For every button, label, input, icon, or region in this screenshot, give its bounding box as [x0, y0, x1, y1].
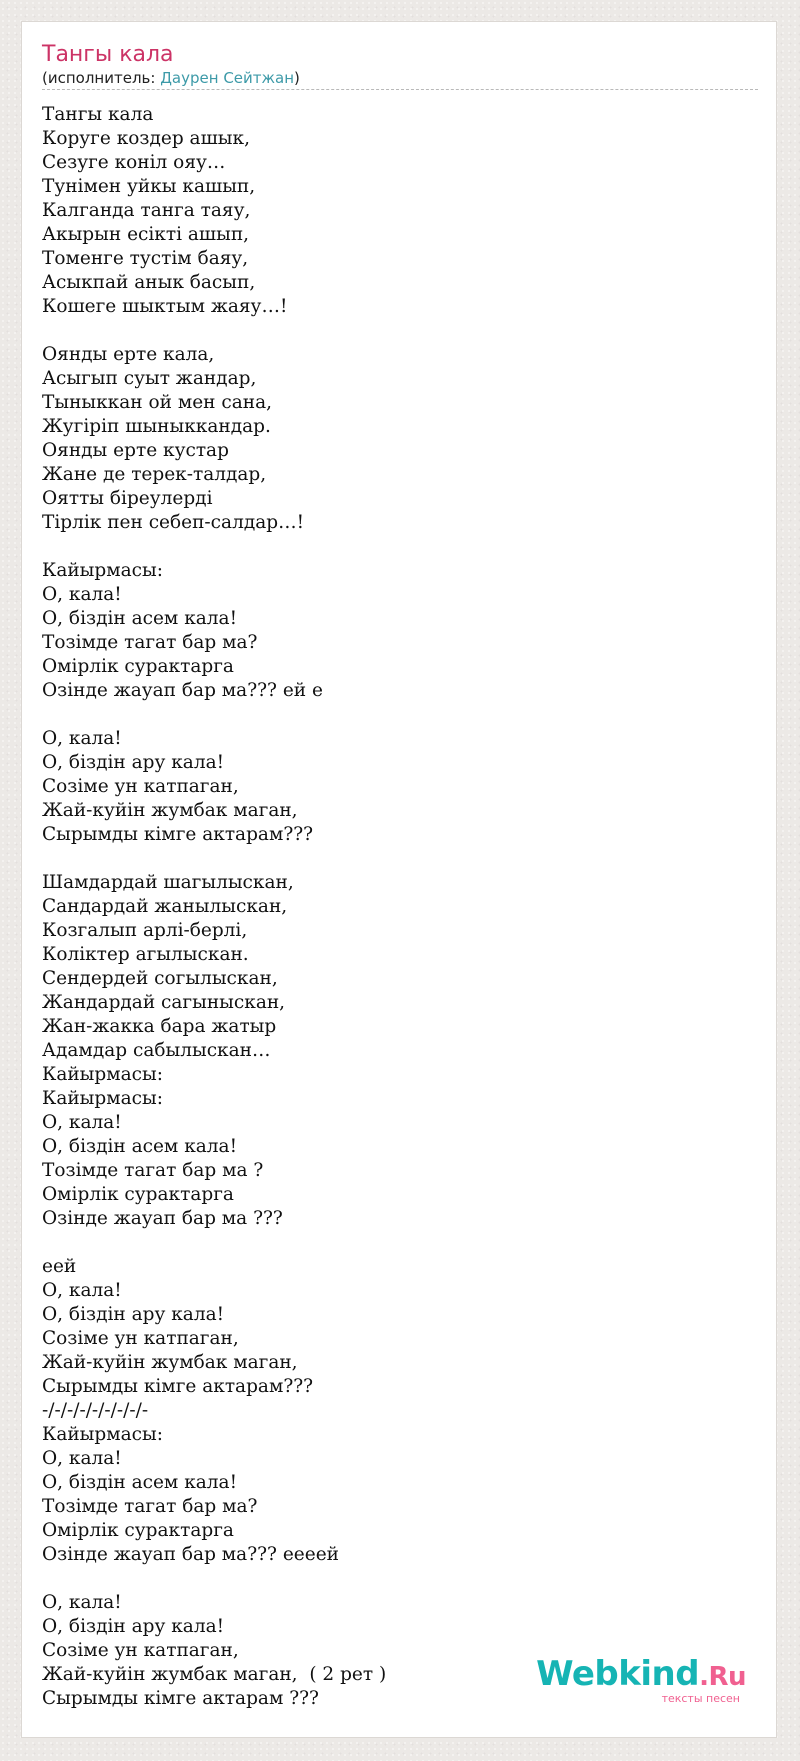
song-header [42, 42, 758, 90]
lyric-line: Жай-куйiн жумбак маган, [42, 800, 298, 821]
lyric-line: Созiме ун катпаган, [42, 1328, 239, 1349]
lyric-line: Асыгып суыт жандар, [42, 368, 257, 389]
lyric-line: Сендердей согылыскан, [42, 968, 278, 989]
lyric-line: Созiме ун катпаган, [42, 776, 239, 797]
webkind-logo [536, 1656, 746, 1705]
stanza-break [42, 1231, 758, 1255]
lyric-line: Коруге коздер ашык, [42, 128, 250, 149]
song-title: Тангы кала [42, 42, 174, 67]
logo-tagline: тексты песен [661, 1692, 740, 1705]
lyric-line: Тозiмде тагат бар ма ? [42, 1160, 264, 1181]
lyric-line: Жай-куйiн жумбак маган, [42, 1352, 298, 1373]
artist-prefix: (исполнитель: [42, 69, 161, 87]
lyric-line: О, бiздiн асем кала! [42, 1136, 238, 1157]
lyric-line: Жандардай сагыныскан, [42, 992, 286, 1013]
lyric-line: Асыкпай анык басып, [42, 272, 256, 293]
lyric-line: О, бiздiн асем кала! [42, 608, 238, 629]
lyric-line: Кошеге шыктым жаяу…! [42, 296, 288, 317]
lyric-line: О, бiздiн ару кала! [42, 1616, 225, 1637]
logo-brand: Webkind [536, 1654, 700, 1694]
lyric-line: Адамдар сабылыскан… [42, 1040, 271, 1061]
lyric-line: Калганда танга таяу, [42, 200, 251, 221]
lyric-line: О, кала! [42, 1448, 122, 1469]
lyric-line: Тангы кала [42, 104, 154, 125]
lyric-line: Озiнде жауап бар ма??? ей е [42, 680, 323, 701]
lyric-line: Омiрлiк сурактарга [42, 656, 234, 677]
lyrics-card [21, 21, 777, 1738]
lyric-line: Сырымды кiмге актарам??? [42, 1376, 314, 1397]
lyric-line: Тiрлiк пен себеп-салдар…! [42, 512, 305, 533]
lyric-line: Оянды ерте кала, [42, 344, 215, 365]
artist-suffix: ) [294, 69, 300, 87]
lyric-line: Сырымды кiмге актарам ??? [42, 1688, 319, 1709]
lyric-line: -/-/-/-/-/-/-/-/- [42, 1400, 149, 1421]
lyric-line: Оятты бiреулердi [42, 488, 213, 509]
lyric-line: Томенге тустiм баяу, [42, 248, 249, 269]
lyric-line: Жане де терек-талдар, [42, 464, 267, 485]
stanza-break [42, 703, 758, 727]
lyric-line: Кайырмасы: [42, 1064, 163, 1085]
lyric-line: Козгалып арлi-берлi, [42, 920, 248, 941]
lyric-line: Тозiмде тагат бар ма? [42, 632, 258, 653]
lyric-line: О, кала! [42, 584, 122, 605]
lyric-line: Жан-жакка бара жатыр [42, 1016, 277, 1037]
lyric-line: Акырын есiктi ашып, [42, 224, 250, 245]
artist-line [42, 68, 758, 88]
lyric-line: еей [42, 1256, 77, 1277]
lyric-line: Жай-куйiн жумбак маган, ( 2 рет ) [42, 1664, 387, 1685]
stanza-break [42, 535, 758, 559]
lyric-line: Сезуге конiл ояу… [42, 152, 226, 173]
lyric-line: Кайырмасы: [42, 1088, 163, 1109]
lyric-line: Жугiрiп шыныккандар. [42, 416, 271, 437]
lyric-line: О, кала! [42, 1112, 122, 1133]
lyric-line: Озiнде жауап бар ма??? еееей [42, 1544, 339, 1565]
lyric-line: Тунiмен уйкы кашып, [42, 176, 256, 197]
lyric-line: О, кала! [42, 1592, 122, 1613]
lyric-line: Тозiмде тагат бар ма? [42, 1496, 258, 1517]
lyric-line: Сандардай жанылыскан, [42, 896, 288, 917]
lyric-line: О, бiздiн асем кала! [42, 1472, 238, 1493]
stanza-break [42, 319, 758, 343]
lyric-line: Кайырмасы: [42, 560, 163, 581]
lyric-line: Оянды ерте кустар [42, 440, 229, 461]
logo-domain: .Ru [699, 1662, 746, 1692]
lyric-line: Тыныккан ой мен сана, [42, 392, 273, 413]
lyric-line: Кайырмасы: [42, 1424, 163, 1445]
lyric-line: Омiрлiк сурактарга [42, 1184, 234, 1205]
lyric-line: О, бiздiн ару кала! [42, 752, 225, 773]
lyric-line: Сырымды кiмге актарам??? [42, 824, 314, 845]
stanza-break [42, 1567, 758, 1591]
logo-wordmark [536, 1656, 746, 1695]
lyric-line: О, бiздiн ару кала! [42, 1304, 225, 1325]
lyric-line: Озiнде жауап бар ма ??? [42, 1208, 283, 1229]
lyric-line: Созiме ун катпаган, [42, 1640, 239, 1661]
stanza-break [42, 847, 758, 871]
lyric-line: Колiктер агылыскан. [42, 944, 249, 965]
lyric-line: Шамдардай шагылыскан, [42, 872, 294, 893]
lyrics-text [42, 103, 758, 1711]
lyric-line: О, кала! [42, 1280, 122, 1301]
lyric-line: Омiрлiк сурактарга [42, 1520, 234, 1541]
artist-link[interactable]: Даурен Сейтжан [160, 69, 295, 87]
lyric-line: О, кала! [42, 728, 122, 749]
